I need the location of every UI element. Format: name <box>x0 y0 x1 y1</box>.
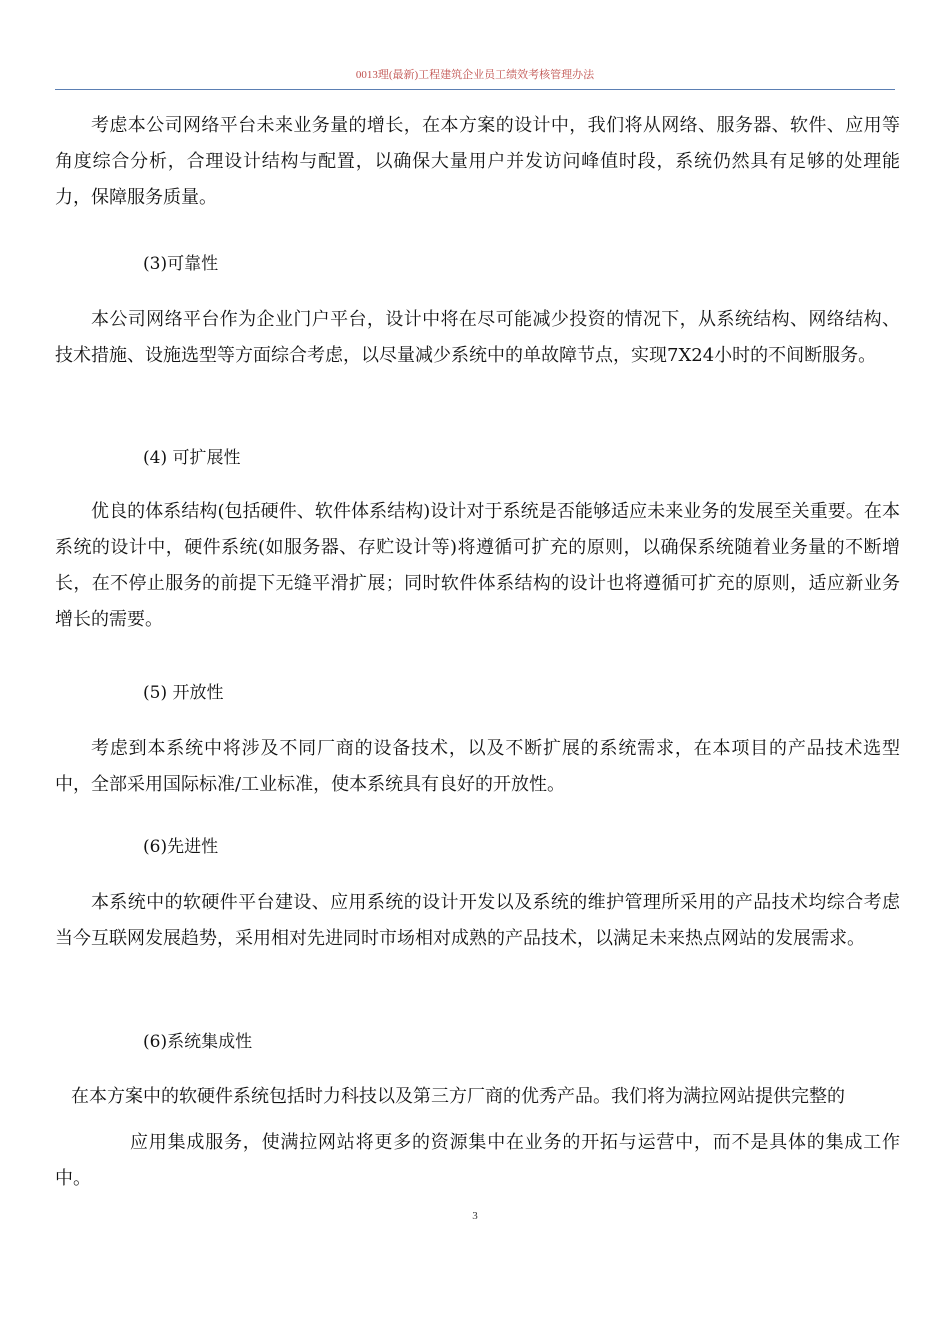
paragraph-scalability: 优良的体系结构(包括硬件、软件体系结构)设计对于系统是否能够适应未来业务的发展至关重要。在本系统的设计中，硬件系统(如服务器、存贮设计等)将遵循可扩充的原则，以确保系统随着业务量的不断增长，在不停止服务的前提下无缝平滑扩展；同时软件体系结构的设计也将遵循可扩充的原则，适应新业务增长的需要。 <box>55 501 900 630</box>
page-number: 3 <box>472 1210 478 1222</box>
paragraph-advancement: 本系统中的软硬件平台建设、应用系统的设计开发以及系统的维护管理所采用的产品技术均综合考虑当今互联网发展趋势，采用相对先进同时市场相对成熟的产品技术，以满足未来热点网站的发展需求。 <box>55 892 900 949</box>
heading-integration: (6)系统集成性 <box>143 1032 253 1052</box>
paragraph-performance: 考虑本公司网络平台未来业务量的增长，在本方案的设计中，我们将从网络、服务器、软件、应用等角度综合分析，合理设计结构与配置，以确保大量用户并发访问峰值时段，系统仍然具有足够的处理能力，保障服务质量。 <box>55 115 900 208</box>
heading-reliability: (3)可靠性 <box>143 254 219 274</box>
page-header: 0013理(最新)工程建筑企业员工绩效考核管理办法 <box>355 69 595 81</box>
paragraph-reliability: 本公司网络平台作为企业门户平台，设计中将在尽可能减少投资的情况下，从系统结构、网络结构、技术措施、设施选型等方面综合考虑，以尽量减少系统中的单故障节点，实现7X24小时的不间断服务。 <box>55 309 900 366</box>
heading-scalability: (4) 可扩展性 <box>143 448 241 468</box>
paragraph-integration-line1: 在本方案中的软硬件系统包括时力科技以及第三方厂商的优秀产品。我们将为满拉网站提供完整的 <box>71 1086 845 1107</box>
heading-advancement: (6)先进性 <box>143 837 219 857</box>
heading-openness: (5) 开放性 <box>143 683 224 703</box>
header-divider <box>55 89 895 90</box>
paragraph-openness: 考虑到本系统中将涉及不同厂商的设备技术，以及不断扩展的系统需求，在本项目的产品技术选型中，全部采用国际标准/工业标准，使本系统具有良好的开放性。 <box>55 738 900 795</box>
paragraph-integration-rest: 应用集成服务，使满拉网站将更多的资源集中在业务的开拓与运营中，而不是具体的集成工作中。 <box>55 1132 900 1189</box>
